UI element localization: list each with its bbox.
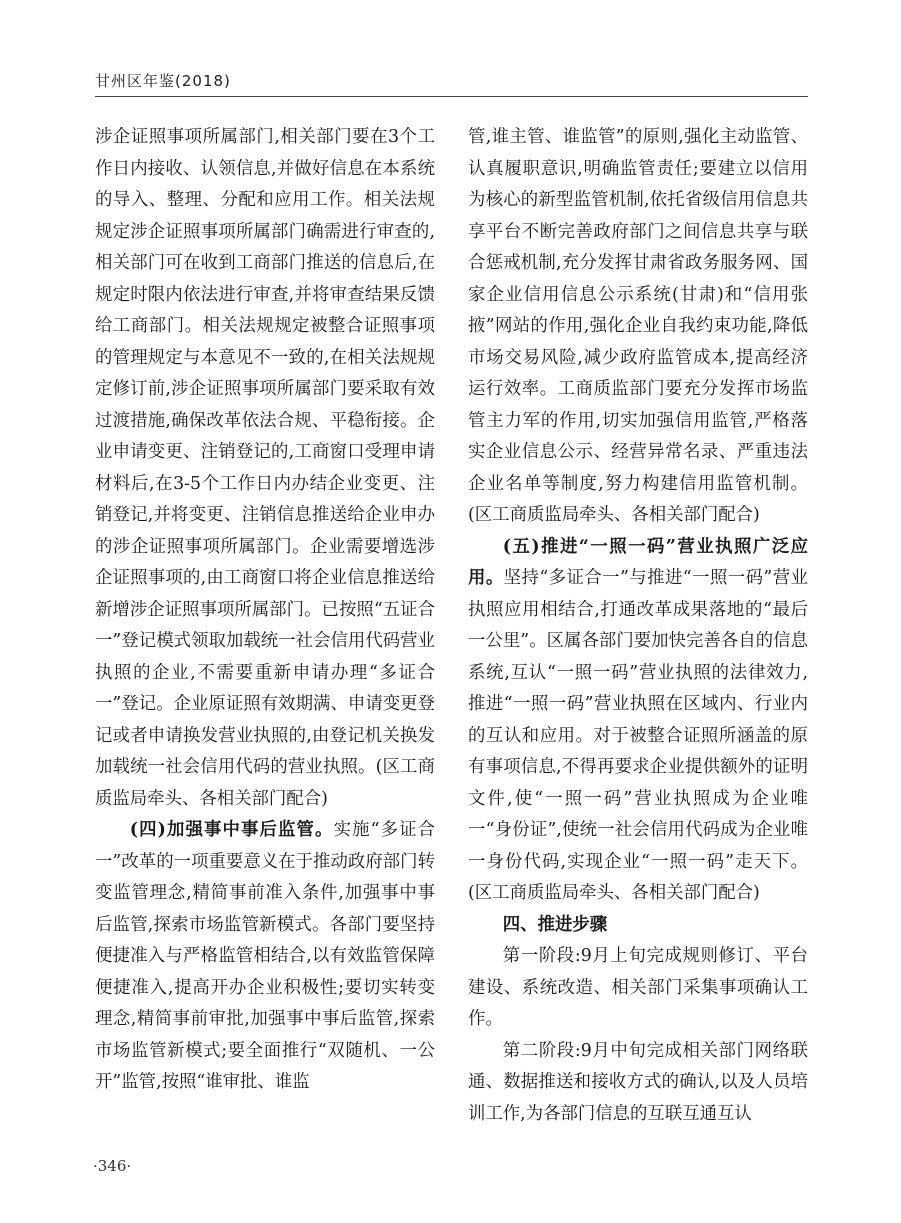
- section-title: 四、推进步骤: [502, 914, 608, 935]
- page-number: ·346·: [93, 1157, 132, 1175]
- step-paragraph: 第一阶段:9月上旬完成规则修订、平台建设、系统改造、相关部门采集事项确认工作。: [468, 946, 808, 1029]
- section-heading: (四)加强事中事后监管。: [129, 820, 334, 840]
- step-paragraph: 第二阶段:9月中旬完成相关部门网络联通、数据推送和接收方式的确认,以及人员培训工作,为各部门信息的互联互通互认: [468, 1040, 808, 1124]
- paragraph-body: 坚持“多证合一”与推进“一照一码”营业执照应用相结合,打通改革成果落地的“最后一公里”。区属各部门要加快完善各自的信息系统,互认“一照一码”营业执照的法律效力,推进“一照一码”营业执照在区域内、行业内的互认和应用。对于被整合证照所涵盖的原有事项信息,不得再要求企业提供额外的证明文件,使“一照一码”营业执照成为企业唯一“身份证”,使统一社会信用代码成为企业唯一身份代码,实现企业“一照一码”走天下。(区工商质监局牵头、各相关部门配合): [468, 568, 808, 903]
- section-heading: (五)推进“一照一码”营业执照广泛应用。: [468, 536, 808, 588]
- paragraph-section-five: [468, 532, 808, 910]
- header-rule: [95, 96, 808, 97]
- paragraph-body: 实施“多证合一”改革的一项重要意义在于推动政府部门转变监管理念,精简事前准入条件,加强事中事后监管,探索市场监管新模式。各部门要坚持便捷准入与严格监管相结合,以有效监管保障便捷准入,提高开办企业积极性;要切实转变理念,精简事前审批,加强事中事后监管,探索市场监管新模式;要全面推行“双随机、一公开”监管,按照“谁审批、谁监: [95, 820, 435, 1092]
- paragraph: 管,谁主管、谁监管”的原则,强化主动监管、认真履职意识,明确监管责任;要建立以信用为核心的新型监管机制,依托省级信用信息共享平台不断完善政府部门之间信息共享与联合惩戒机制,充分发挥甘肃省政务服务网、国家企业信用信息公示系统(甘肃)和“信用张掖”网站的作用,强化企业自我约束功能,降低市场交易风险,减少政府监管成本,提高经济运行效率。工商质监部门要充分发挥市场监管主力军的作用,切实加强信用监管,严格落实企业信息公示、经营异常名录、严重违法企业名单等制度,努力构建信用监管机制。(区工商质监局牵头、各相关部门配合): [468, 127, 808, 525]
- running-header: 甘州区年鉴(2018): [95, 72, 231, 90]
- paragraph-section-four: [95, 815, 435, 1099]
- right-column: [468, 122, 808, 1130]
- left-column: [95, 122, 435, 1099]
- paragraph: 涉企证照事项所属部门,相关部门要在3个工作日内接收、认领信息,并做好信息在本系统的导入、整理、分配和应用工作。相关法规规定涉企证照事项所属部门确需进行审查的,相关部门可在收到工商部门推送的信息后,在规定时限内依法进行审查,并将审查结果反馈给工商部门。相关法规规定被整合证照事项的管理规定与本意见不一致的,在相关法规规定修订前,涉企证照事项所属部门要采取有效过渡措施,确保改革依法合规、平稳衔接。企业申请变更、注销登记的,工商窗口受理申请材料后,在3-5个工作日内办结企业变更、注销登记,并将变更、注销信息推送给企业申办的涉企证照事项所属部门。企业需要增选涉企证照事项的,由工商窗口将企业信息推送给新增涉企证照事项所属部门。已按照“五证合一”登记模式领取加载统一社会信用代码营业执照的企业,不需要重新申请办理“多证合一”登记。企业原证照有效期满、申请变更登记或者申请换发营业执照的,由登记机关换发加载统一社会信用代码的营业执照。(区工商质监局牵头、各相关部门配合): [95, 127, 435, 809]
